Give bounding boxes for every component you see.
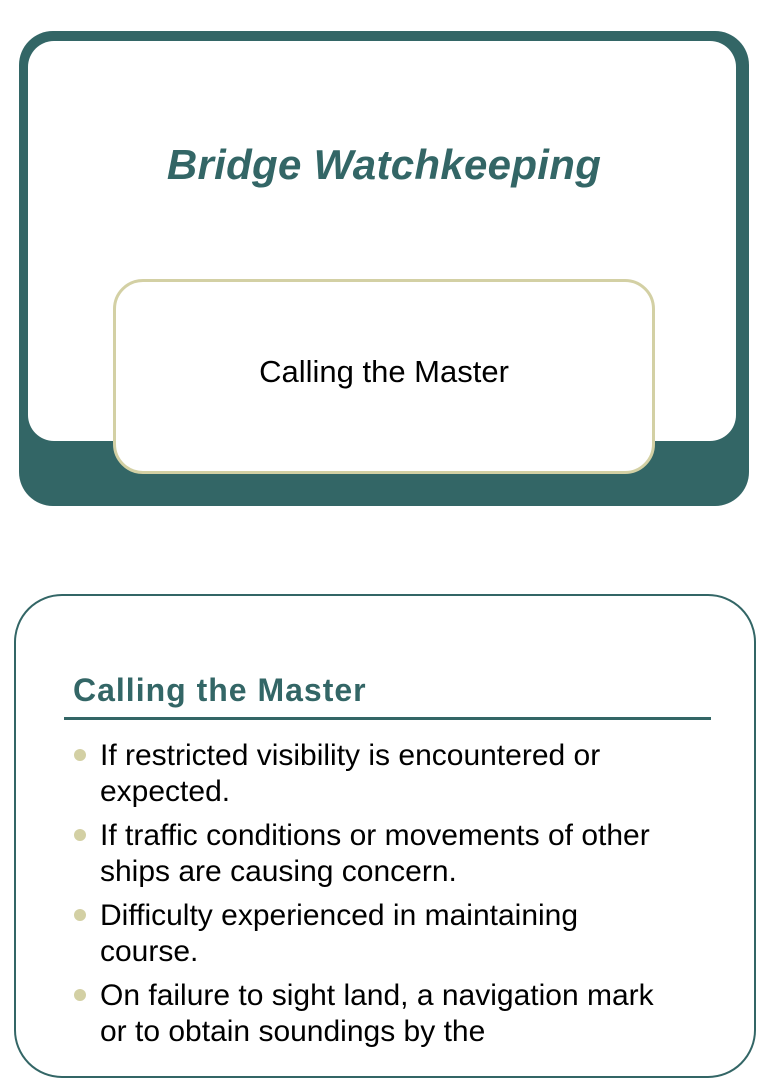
- bullet-dot-icon: [74, 909, 86, 921]
- bullet-dot-icon: [74, 989, 86, 1001]
- bullet-text: If traffic conditions or movements of other ships are causing concern.: [100, 819, 650, 888]
- bullet-text: On failure to sight land, a navigation mark or to obtain soundings by the: [100, 979, 654, 1048]
- bullet-dot-icon: [74, 749, 86, 761]
- bullet-item: [72, 898, 672, 970]
- title-divider: [64, 717, 711, 720]
- bullet-list: [72, 738, 672, 1058]
- bullet-item: [72, 738, 672, 810]
- slide-title: Bridge Watchkeeping: [166, 141, 602, 188]
- bullet-dot-icon: [74, 829, 86, 841]
- bullet-text: If restricted visibility is encountered or expected.: [100, 739, 601, 808]
- bullet-item: [72, 978, 672, 1050]
- bullet-item: [72, 818, 672, 890]
- content-slide-title: Calling the Master: [73, 672, 367, 708]
- bullet-text: Difficulty experienced in maintaining course.: [100, 899, 579, 968]
- subtitle-box: [113, 279, 655, 474]
- slide-subtitle: Calling the Master: [259, 353, 509, 389]
